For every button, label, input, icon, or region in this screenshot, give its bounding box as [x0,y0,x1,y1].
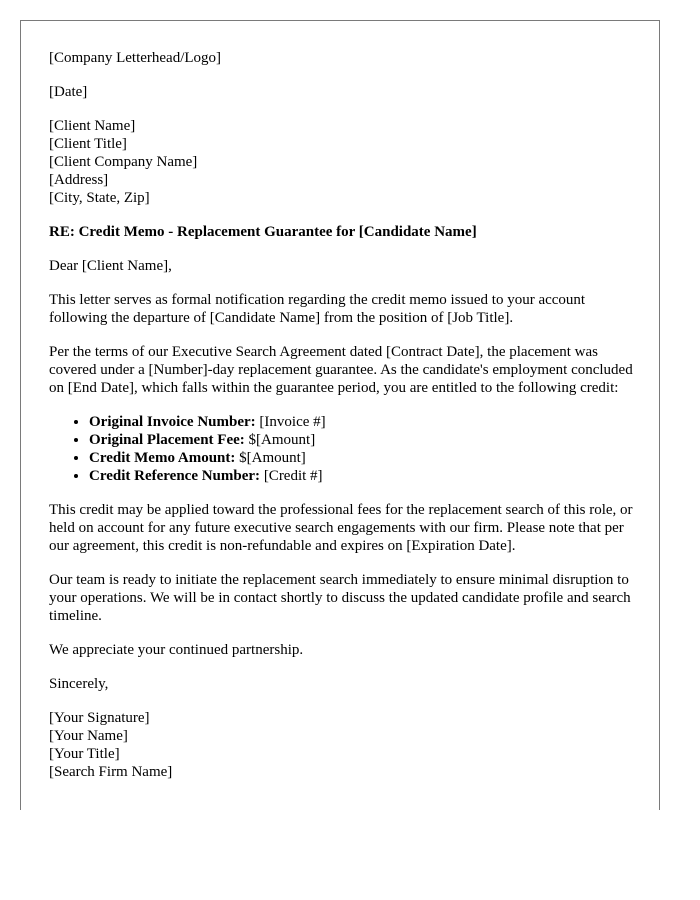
letter-content [49,49,639,781]
body-paragraph-1: This letter serves as formal notification regarding the credit memo issued to your account following the departure of [Candidate Name] from the position of [Job Title]. [49,292,586,326]
recipient-title: [Client Title] [49,136,127,152]
credit-item-label: Original Invoice Number: [89,414,256,430]
body-paragraph-2: Per the terms of our Executive Search Agreement dated [Contract Date], the placement was covered under a [Number]-day replacement guarantee. As the candidate's employment concluded on [End Date], which falls within the guarantee period, you are entitled to the following credit: [49,344,633,396]
list-item [89,413,639,431]
credit-item-label: Credit Memo Amount: [89,450,236,466]
list-item [89,431,639,449]
credit-item-value: [Invoice #] [255,414,326,430]
recipient-company: [Client Company Name] [49,154,198,170]
recipient-name: [Client Name] [49,118,136,134]
subject-line: RE: Credit Memo - Replacement Guarantee for [Candidate Name] [49,224,477,240]
body-paragraph-4: Our team is ready to initiate the replacement search immediately to ensure minimal disruption to your operations. We will be in contact shortly to discuss the updated candidate profile and search timeline. [49,572,631,624]
credit-item-value: $[Amount] [235,450,306,466]
letter-date: [Date] [49,84,88,100]
salutation: Dear [Client Name], [49,258,172,274]
recipient-address [49,117,639,207]
credit-item-label: Credit Reference Number: [89,468,261,484]
body-paragraph-3: This credit may be applied toward the professional fees for the replacement search of this role, or held on account for any future executive search engagements with our firm. Please note that per our agreement, this credit is non-refundable and expires on [Expiration Date]. [49,502,633,554]
closing: Sincerely, [49,676,109,692]
signature-line: [Your Signature] [49,710,150,726]
letterhead: [Company Letterhead/Logo] [49,50,222,66]
signature-block [49,709,639,781]
list-item [89,467,639,485]
sender-title: [Your Title] [49,746,120,762]
recipient-city-state-zip: [City, State, Zip] [49,190,150,206]
firm-name: [Search Firm Name] [49,764,173,780]
credit-item-label: Original Placement Fee: [89,432,245,448]
credit-item-value: [Credit #] [260,468,323,484]
credit-item-value: $[Amount] [244,432,316,448]
letter-page [20,20,660,810]
credit-details-list [49,413,639,485]
list-item [89,449,639,467]
sender-name: [Your Name] [49,728,128,744]
body-paragraph-5: We appreciate your continued partnership. [49,642,304,658]
recipient-address-line: [Address] [49,172,109,188]
